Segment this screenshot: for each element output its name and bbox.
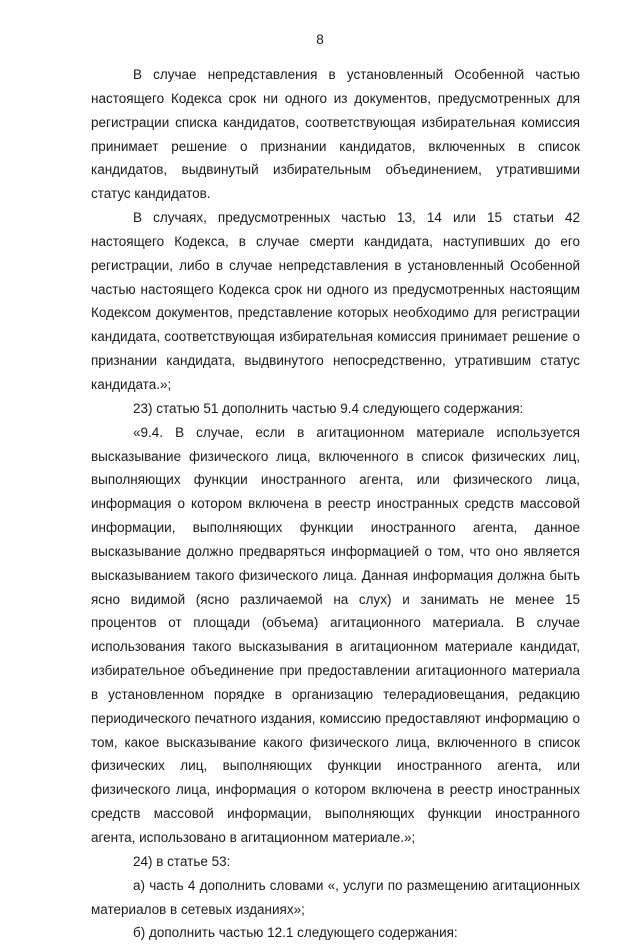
page-number: 8 — [316, 32, 324, 47]
paragraph-6: а) часть 4 дополнить словами «, услуги по размещению агитационных материалов в сетевых изданиях»; — [91, 877, 580, 917]
paragraph-5: 24) в статье 53: — [133, 853, 231, 869]
paragraph-2: В случаях, предусмотренных частью 13, 14 или 15 статьи 42 настоящего Кодекса, в случае смерти кандидата, наступивших до его регистрации, либо в случае непредставления в установленный Особенной частью настоящего Кодекса срок ни одного из предусмотренных настоящим Кодексом документов, представление которых необходимо для регистрации кандидата, соответствующая избирательная комиссия принимает решение о признании кандидата, выдвинутого непосредственно, утратившим статус кандидата.»; — [91, 210, 580, 392]
document-body — [91, 63, 580, 945]
paragraph-3: 23) статью 51 дополнить частью 9.4 следующего содержания: — [133, 400, 524, 416]
paragraph-4: «9.4. В случае, если в агитационном материале используется высказывание физического лица, включенного в список физических лиц, выполняющих функции иностранного агента, или физического лица, информация о котором включена в реестр иностранных средств массовой информации, выполняющих функции иностранного агента, данное высказывание должно предваряться информацией о том, что оно является высказыванием такого физического лица. Данная информация должна быть ясно видимой (ясно различаемой на слух) и занимать не менее 15 процентов от площади (объема) агитационного материала. В случае использования такого высказывания в агитационном материале кандидат, избирательное объединение при предоставлении агитационного материала в установленном порядке в организацию телерадиовещания, редакцию периодического печатного издания, комиссию предоставляют информацию о том, какое высказывание какого физического лица, включенного в список физических лиц, выполняющих функции иностранного агента, или физического лица, информация о котором включена в реестр иностранных средств массовой информации, выполняющих функции иностранного агента, использовано в агитационном материале.»; — [91, 424, 580, 845]
paragraph-7: б) дополнить частью 12.1 следующего содержания: — [133, 925, 458, 941]
paragraph-1: В случае непредставления в установленный Особенной частью настоящего Кодекса срок ни одного из документов, предусмотренных для регистрации списка кандидатов, соответствующая избирательная комиссия принимает решение о признании кандидатов, включенных в список кандидатов, выдвинутый избирательным объединением, утратившими статус кандидатов. — [91, 67, 580, 202]
